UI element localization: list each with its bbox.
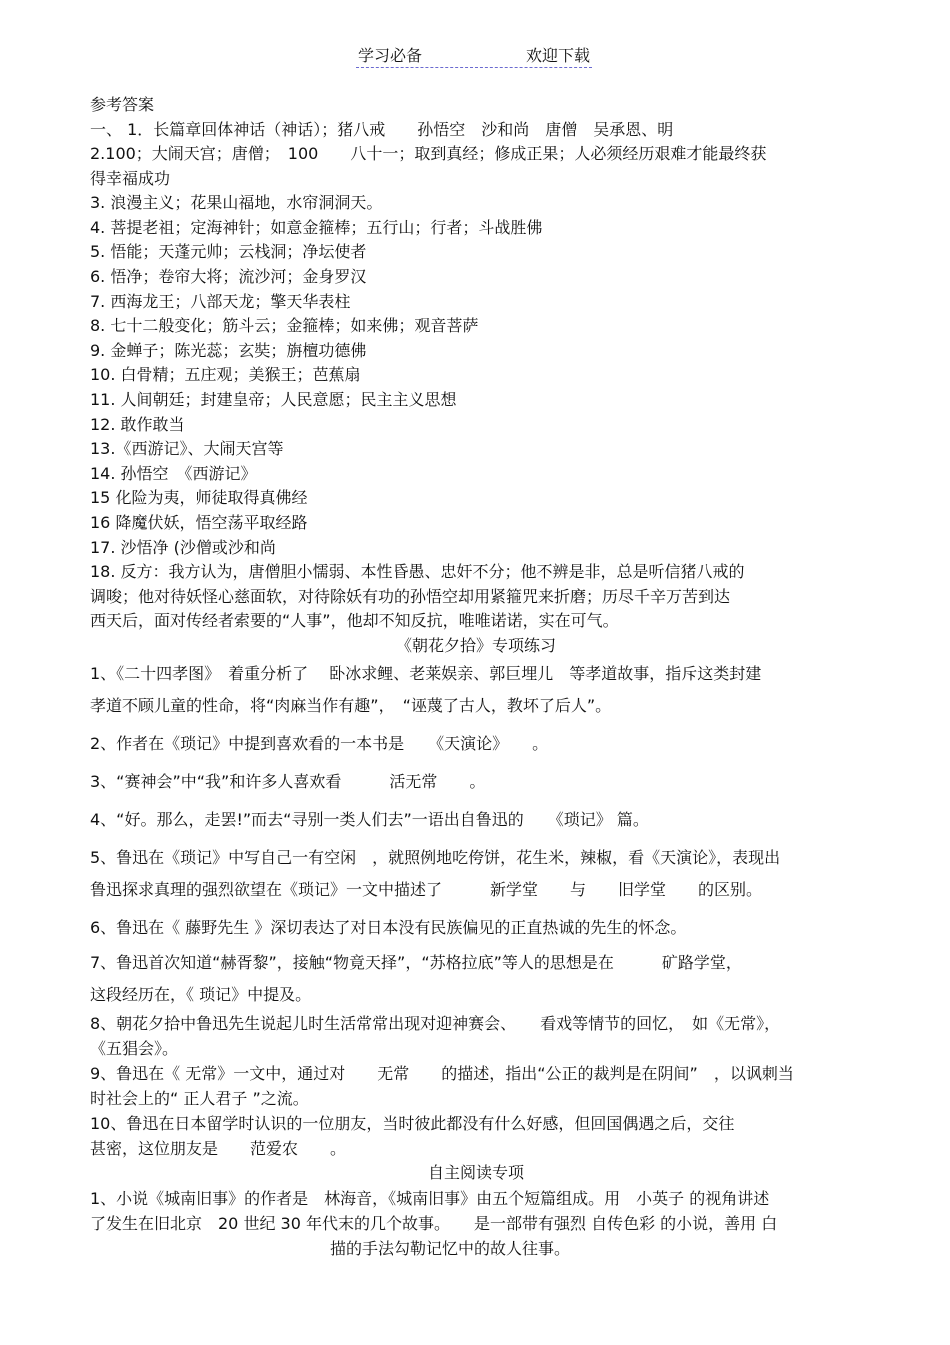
answer-line: 10. 白骨精；五庄观；美猴王；芭蕉扇 <box>90 365 361 385</box>
question-line: 了发生在旧北京 20 世纪 30 年代末的几个故事。 是一部带有强烈 自传色彩 的小说，善用 白 <box>90 1213 778 1233</box>
answer-line: 6. 悟净；卷帘大将；流沙河；金身罗汉 <box>90 267 367 287</box>
answer-line: 13.《西游记》、大闹天宫等 <box>90 439 284 459</box>
question-line: 这段经历在，《 琐记》中提及。 <box>90 985 312 1005</box>
question-line: 1、《二十四孝图》 着重分析了 卧冰求鲤、老莱娱亲、郭巨埋儿 等孝道故事，指斥这类封建 <box>90 664 762 684</box>
header-right-text: 欢迎下载 <box>525 46 590 65</box>
answer-line: 5. 悟能；天蓬元帅；云栈洞；净坛使者 <box>90 242 367 262</box>
zhaohua-question-list <box>90 658 862 1161</box>
question-line: 10、鲁迅在日本留学时认识的一位朋友，当时彼此都没有什么好感，但回国偶遇之后，交往 <box>90 1114 735 1134</box>
question-line: 1、小说《城南旧事》的作者是 林海音，《城南旧事》由五个短篇组成。用 小英子 的视角讲述 <box>90 1188 770 1208</box>
question-line: 鲁迅探求真理的强烈欲望在《琐记》一文中描述了 新学堂 与 旧学堂 的区别。 <box>90 880 763 900</box>
answer-line: 7. 西海龙王；八部天龙；擎天华表柱 <box>90 291 351 311</box>
header-left-text: 学习必备 <box>358 46 423 65</box>
question-line: 甚密，这位朋友是 范爱农 。 <box>90 1139 347 1159</box>
question-line: 孝道不顾儿童的性命，将“肉麻当作有趣”， “诬蔑了古人，教坏了后人”。 <box>90 696 612 716</box>
answer-line: 9. 金蝉子；陈光蕊；玄奘；旃檀功德佛 <box>90 340 367 360</box>
question-line: 2、作者在《琐记》中提到喜欢看的一本书是 《天演论》 。 <box>90 734 549 754</box>
answer-line: 西天后，面对传经者索要的“人事”，他却不知反抗，唯唯诺诺，实在可气。 <box>90 611 619 631</box>
answer-line: 2.100；大闹天宫；唐僧； 100 八十一；取到真经；修成正果；人必须经历艰难才能最终获 <box>90 144 767 164</box>
answer-line: 调唆；他对待妖怪心慈面软，对待除妖有功的孙悟空却用紧箍咒来折磨；历尽千辛万苦到达 <box>90 586 731 606</box>
answer-line: 16 降魔伏妖，悟空荡平取经路 <box>90 513 308 532</box>
question-line: 7、鲁迅首次知道“赫胥黎”，接触“物竟天择”，“苏格拉底”等人的思想是在 矿路学堂， <box>90 953 742 973</box>
question-line: 时社会上的“ 正人君子 ”之流。 <box>90 1089 309 1109</box>
self-reading-section-title: 自主阅读专项 <box>427 1163 524 1183</box>
question-line: 《五猖会》。 <box>90 1039 179 1059</box>
answer-line: 15 化险为夷，师徒取得真佛经 <box>90 488 308 508</box>
question-line: 9、鲁迅在《 无常》一文中，通过对 无常 的描述，指出“公正的裁判是在阴间” ，以讽刺当 <box>90 1064 794 1084</box>
question-line: 3、“赛神会”中“我”和许多人喜欢看 活无常 。 <box>90 772 486 792</box>
document-body <box>90 93 862 1261</box>
answer-line: 11. 人间朝廷；封建皇帝；人民意愿；民主主义思想 <box>90 390 457 410</box>
zhaohua-section-title: 《朝花夕拾》专项练习 <box>395 635 556 655</box>
answer-line: 14. 孙悟空 《西游记》 <box>90 463 257 483</box>
question-line: 5、鲁迅在《琐记》中写自己一有空闲 ，就照例地吃侉饼，花生米，辣椒，看《天演论》，表现出 <box>90 848 781 868</box>
answer-line: 18. 反方：我方认为，唐僧胆小懦弱、本性昏愚、忠奸不分；他不辨是非，总是听信猪八戒的 <box>90 562 745 582</box>
page-header <box>356 41 592 68</box>
answer-line: 一、 1．长篇章回体神话（神话）；猪八戒 孙悟空 沙和尚 唐僧 吴承恩、明 <box>90 119 674 139</box>
self-reading-question-list <box>90 1186 862 1261</box>
question-line: 8、朝花夕拾中鲁迅先生说起儿时生活常常出现对迎神赛会、 看戏等情节的回忆， 如《无常》， <box>90 1014 781 1034</box>
answers-title: 参考答案 <box>90 95 155 114</box>
answer-line: 12. 敢作敢当 <box>90 414 185 434</box>
question-line: 描的手法勾勒记忆中的故人往事。 <box>330 1238 571 1258</box>
answer-line: 3. 浪漫主义；花果山福地，水帘洞洞天。 <box>90 193 383 213</box>
question-line: 4、“好。那么，走罢!”而去“寻别一类人们去”一语出自鲁迅的 《琐记》 篇。 <box>90 810 649 830</box>
answer-line: 得幸福成功 <box>90 168 171 188</box>
answer-line: 17. 沙悟净 (沙僧或沙和尚 <box>90 537 276 557</box>
answer-line: 8. 七十二般变化；筋斗云；金箍棒；如来佛；观音菩萨 <box>90 316 479 336</box>
answer-line: 4. 菩提老祖；定海神针；如意金箍棒；五行山；行者；斗战胜佛 <box>90 217 543 237</box>
question-line: 6、鲁迅在《 藤野先生 》深切表达了对日本没有民族偏见的正直热诚的先生的怀念。 <box>90 918 687 938</box>
answers-list <box>90 118 862 634</box>
